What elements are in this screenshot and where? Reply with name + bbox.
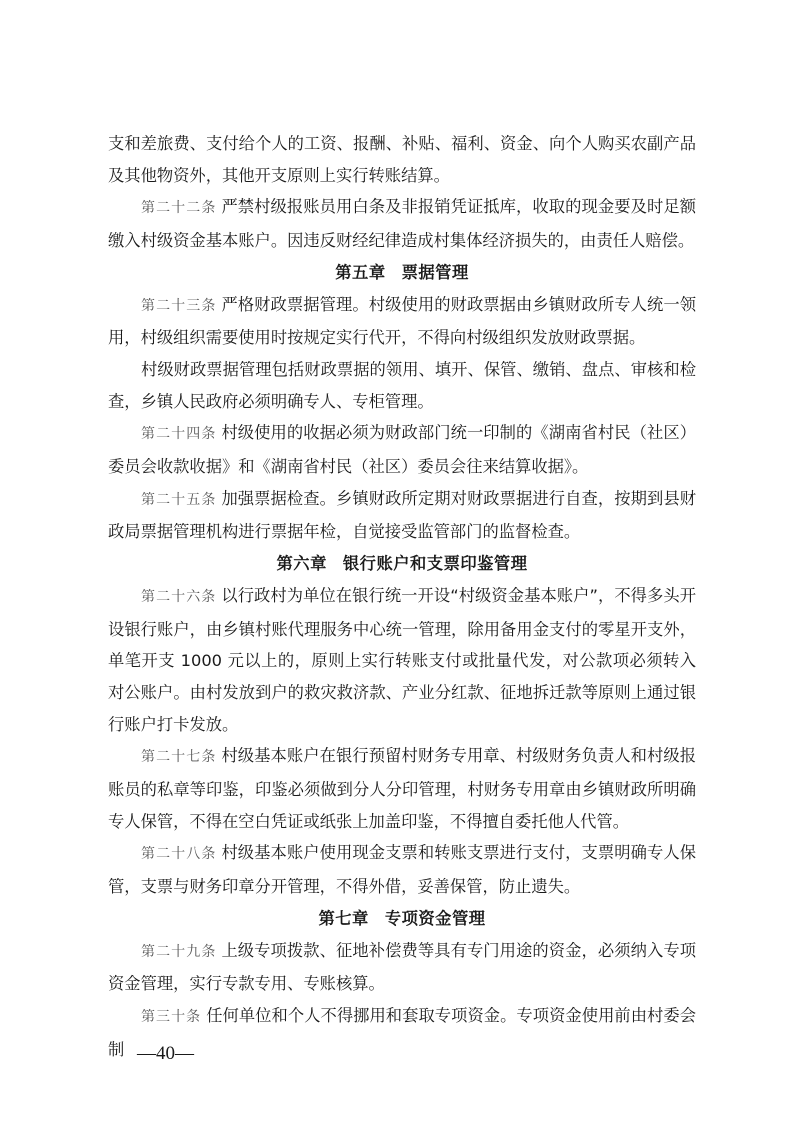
paragraph: [108, 740, 696, 837]
paragraph-text: 上级专项拨款、征地补偿费等具有专门用途的资金，必须纳入专项资金管理，实行专款专用、专账核算。: [108, 940, 696, 994]
paragraph-text: 严禁村级报账员用白条及非报销凭证抵库，收取的现金要及时足额缴入村级资金基本账户。因违反财经纪律造成村集体经济损失的，由责任人赔偿。: [108, 197, 696, 251]
paragraph-text: 支和差旅费、支付给个人的工资、报酬、补贴、福利、资金、向个人购买农副产品及其他物资外，其他开支原则上实行转账结算。: [108, 134, 696, 185]
article-number: 第二十九条: [141, 943, 217, 960]
paragraph-text: 村级使用的收据必须为财政部门统一印制的《湖南省村民（社区）委员会收款收据》和《湖南省村民（社区）委员会往来结算收据》。: [108, 423, 696, 477]
paragraph-text: 以行政村为单位在银行统一开设“村级资金基本账户”，不得多头开设银行账户，由乡镇村账代理服务中心统一管理，除用备用金支付的零星开支外，单笔开支 1000 元以上的，原则上实行转账支付或批量代发，对公款项必须转入对公账户。由村发放到户的救灾救济款、产业分红款、征地拆迁款等原则上通过银行账户打卡发放。: [108, 585, 697, 734]
paragraph: [108, 191, 696, 256]
paragraph-text: 村级财政票据管理包括财政票据的领用、填开、保管、缴销、盘点、审核和检查，乡镇人民政府必须明确专人、专柜管理。: [108, 359, 696, 411]
chapter-number: 第五章: [335, 262, 386, 282]
paragraph: [108, 1000, 696, 1065]
article-number: 第二十四条: [141, 426, 217, 443]
paragraph-text: 村级基本账户使用现金支票和转账支票进行支付，支票明确专人保管，支票与财务印章分开管理，不得外借，妥善保管，防止遗失。: [108, 843, 696, 897]
paragraph-text: 村级基本账户在银行预留村财务专用章、村级财务负责人和村级报账员的私章等印鉴，印鉴必须做到分人分印管理，村财务专用章由乡镇财政所明确专人保管，不得在空白凭证或纸张上加盖印鉴，不得擅自委托他人代管。: [108, 746, 696, 831]
article-number: 第二十八条: [141, 846, 217, 863]
chapter-heading: [108, 548, 696, 580]
document-body: [108, 128, 696, 1065]
paragraph-text: 加强票据检查。乡镇财政所定期对财政票据进行自查，按期到县财政局票据管理机构进行票据年检，自觉接受监管部门的监督检查。: [108, 488, 696, 542]
chapter-heading: [108, 903, 696, 935]
paragraph: [108, 483, 696, 548]
article-number: 第二十二条: [141, 200, 217, 217]
paragraph-text: 严格财政票据管理。村级使用的财政票据由乡镇财政所专人统一领用，村级组织需要使用时按规定实行代开，不得向村级组织发放财政票据。: [108, 294, 696, 348]
article-number: 第二十三条: [141, 297, 217, 314]
paragraph: [108, 580, 696, 741]
paragraph: [108, 354, 696, 417]
chapter-number: 第六章: [276, 554, 327, 574]
paragraph: [108, 417, 696, 482]
chapter-title: 银行账户和支票印鉴管理: [342, 554, 528, 574]
paragraph: [108, 935, 696, 1000]
paragraph: [108, 128, 696, 191]
chapter-number: 第七章: [318, 908, 369, 928]
article-number: 第二十六条: [141, 588, 217, 605]
chapter-title: 专项资金管理: [384, 908, 486, 928]
article-number: 第二十七条: [141, 749, 217, 766]
chapter-title: 票据管理: [401, 262, 469, 282]
paragraph: [108, 289, 696, 354]
article-number: 第二十五条: [141, 491, 217, 508]
paragraph: [108, 837, 696, 902]
chapter-heading: [108, 257, 696, 289]
page-number: —40—: [137, 1043, 194, 1064]
paragraph-text: 任何单位和个人不得挪用和套取专项资金。专项资金使用前由村委会制: [108, 1005, 696, 1059]
article-number: 第三十条: [141, 1008, 202, 1025]
